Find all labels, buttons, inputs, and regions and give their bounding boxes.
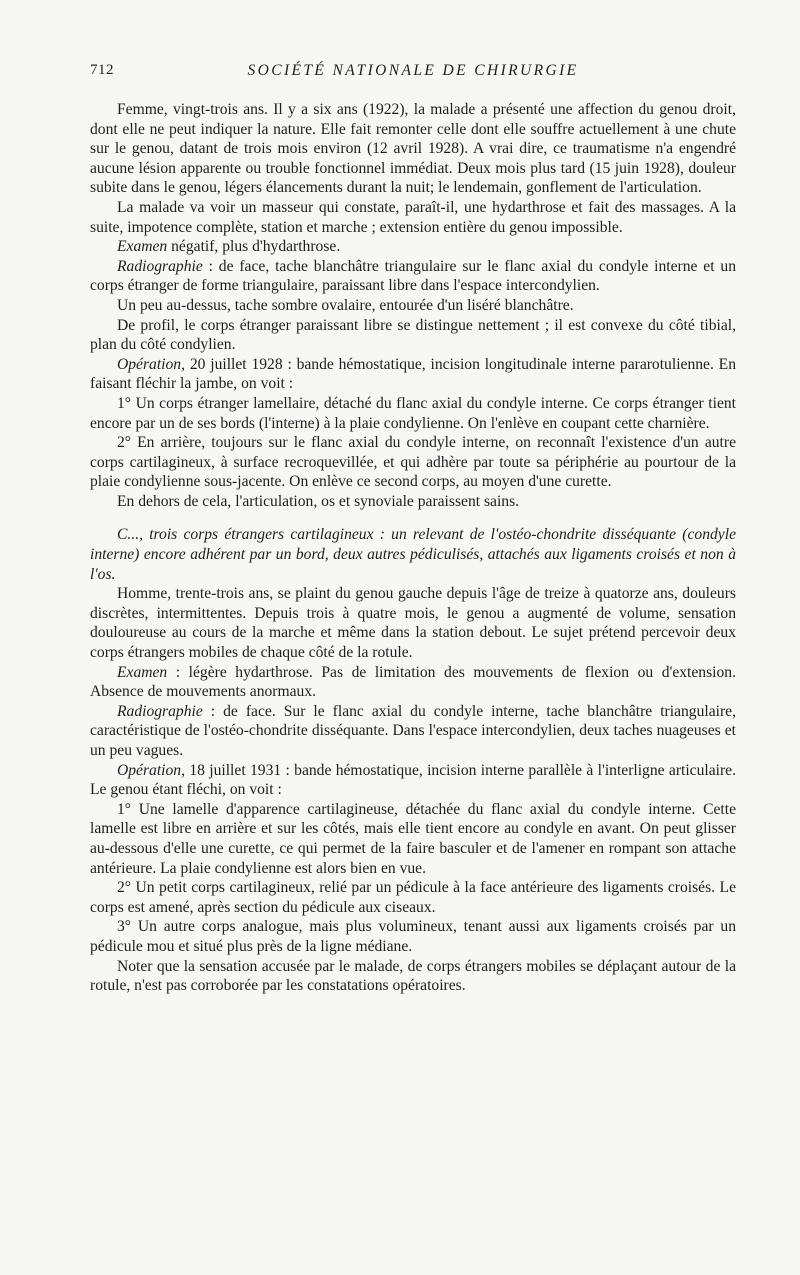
paragraph-text: : légère hydarthrose. Pas de limitation des mouvements de flexion ou d'extension. Absence de mouvements anormaux. [90, 663, 736, 701]
paragraph [90, 355, 736, 394]
paragraph [90, 957, 736, 996]
paragraph [90, 878, 736, 917]
paragraph [90, 917, 736, 956]
paragraph [90, 702, 736, 761]
paragraph [90, 198, 736, 237]
paragraph-lead: Opération, [117, 761, 186, 779]
paragraph [90, 433, 736, 492]
paragraph-text: 2° Un petit corps cartilagineux, relié par un pédicule à la face antérieure des ligaments croisés. Le corps est amené, après section du pédicule aux ciseaux. [90, 879, 736, 916]
paragraph-text: De profil, le corps étranger paraissant libre se distingue nettement ; il est convexe du côté tibial, plan du côté condylien. [90, 316, 736, 354]
paragraph-text: C..., trois corps étrangers cartilagineux : un relevant de l'ostéo-chondrite disséquante (condyle interne) encore adhérent par un bord, deux autres pédiculisés, attachés aux ligaments croisés et non à l'os. [90, 526, 736, 583]
paragraph-text: Un peu au-dessus, tache sombre ovalaire, entourée d'un liséré blanchâtre. [117, 296, 574, 314]
paragraph-lead: Radiographie [117, 257, 203, 275]
paragraph-text: : de face, tache blanchâtre triangulaire sur le flanc axial du condyle interne et un corps étranger de forme triangulaire, paraissant libre dans l'espace intercondylien. [90, 257, 736, 295]
paragraph-lead: Opération, [117, 355, 186, 373]
paragraph [90, 663, 736, 702]
page-number: 712 [90, 62, 114, 78]
paragraph-text: 2° En arrière, toujours sur le flanc axial du condyle interne, on reconnaît l'existence d'un autre corps cartilagineux, à surface recroquevillée, et qui adhère par toute sa périphérie au pourtour de la plaie condylienne sous-jacente. On enlève ce second corps, au moyen d'une curette. [90, 434, 736, 491]
paragraph [90, 316, 736, 355]
paragraph [90, 584, 736, 662]
paragraph [90, 492, 736, 512]
paragraph-text: 3° Un autre corps analogue, mais plus volumineux, tenant aussi aux ligaments croisés par un pédicule mou et situé plus près de la ligne médiane. [90, 918, 736, 955]
paragraph [90, 296, 736, 316]
paragraph [90, 394, 736, 433]
paragraph-text: Noter que la sensation accusée par le malade, de corps étrangers mobiles se déplaçant autour de la rotule, n'est pas corroborée par les constatations opératoires. [90, 957, 736, 995]
observation-heading [90, 525, 736, 584]
paragraph [90, 800, 736, 878]
paragraph-text: 1° Une lamelle d'apparence cartilagineuse, détachée du flanc axial du condyle interne. Cette lamelle est libre en arrière et sur les côtés, mais elle tient encore au condyle en avant. On peut glisser au-dessous d'elle une curette, ce qui permet de la faire basculer et de l'amener en rompant son attache antérieure. La plaie condylienne est alors bien en vue. [90, 800, 736, 877]
paragraph-lead: Examen [117, 663, 168, 681]
paragraph-text: 1° Un corps étranger lamellaire, détaché du flanc axial du condyle interne. Ce corps étranger tient encore par un de ses bords (l'interne) à la plaie condylienne. On l'enlève en coupant cette charnière. [90, 394, 736, 432]
paragraph-lead: Examen [117, 238, 168, 256]
paragraph [90, 100, 736, 198]
paragraph-text: La malade va voir un masseur qui constate, paraît-il, une hydarthrose et fait des massages. A la suite, impotence complète, station et marche ; extension entière du genou impossible. [90, 198, 736, 236]
paragraph [90, 761, 736, 800]
paragraph [90, 237, 736, 257]
page-body [90, 100, 736, 996]
running-title: SOCIÉTÉ NATIONALE DE CHIRURGIE [247, 62, 579, 79]
page-header [90, 62, 736, 86]
paragraph-text: 18 juillet 1931 : bande hémostatique, incision interne parallèle à l'interligne articulaire. Le genou étant fléchi, on voit : [90, 761, 736, 799]
paragraph-text: Femme, vingt-trois ans. Il y a six ans (1922), la malade a présenté une affection du genou droit, dont elle ne peut indiquer la nature. Elle fait remonter celle dont elle souffre actuellement à une chute sur le genou, datant de trois mois environ (12 avril 1928). A vrai dire, ce traumatisme n'a engendré aucune lésion apparente ou trouble fonctionnel immédiat. Deux mois plus tard (15 juin 1928), douleur subite dans le genou, légers élancements durant la nuit; le lendemain, gonflement de l'articulation. [90, 101, 736, 197]
paragraph-text: : de face. Sur le flanc axial du condyle interne, tache blanchâtre triangulaire, caractéristique de l'ostéo-chondrite disséquante. Dans l'espace intercondylien, deux taches nuageuses et un peu vagues. [90, 702, 736, 759]
paragraph-lead: Radiographie [117, 702, 203, 720]
paragraph-text: Homme, trente-trois ans, se plaint du genou gauche depuis l'âge de treize à quatorze ans, douleurs discrètes, intermittentes. Depuis trois à quatre mois, le genou a augmenté de volume, sensation douloureuse au cours de la marche et même dans la station debout. Le sujet prétend percevoir deux corps étrangers mobiles de chaque côté de la rotule. [90, 585, 736, 662]
paragraph-text: En dehors de cela, l'articulation, os et synoviale paraissent sains. [117, 492, 520, 510]
paragraph-text: négatif, plus d'hydarthrose. [167, 238, 341, 256]
paragraph-text: 20 juillet 1928 : bande hémostatique, incision longitudinale interne pararotulienne. En faisant fléchir la jambe, on voit : [90, 355, 736, 393]
paragraph [90, 257, 736, 296]
